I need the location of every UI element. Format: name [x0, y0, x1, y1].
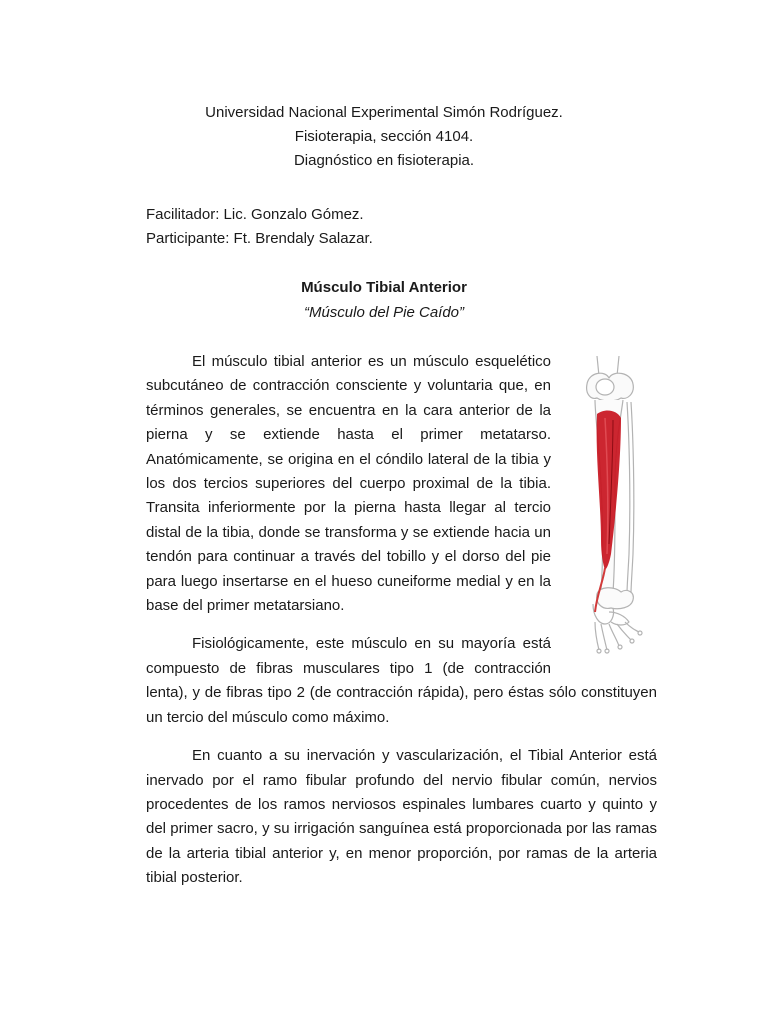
- document-body: [146, 350, 657, 891]
- course-name: Diagnóstico en fisioterapia.: [293, 152, 475, 169]
- paragraph: En cuanto a su inervación y vascularización, el Tibial Anterior está inervado por el ramo fibular profundo del nervio fibular común, nervios procedentes de los ramos nerviosos espinales lumbares cuarto y quinto y del primer sacro, y su irrigación sanguínea está proporcionada por las ramas de la arteria tibial anterior y, en menor proporción, por ramas de la arteria tibial posterior.: [146, 747, 657, 887]
- tibialis-anterior-illustration: [565, 354, 663, 654]
- document-title: Músculo Tibial Anterior: [301, 279, 467, 296]
- program-name: Fisioterapia, sección 4104.: [294, 128, 474, 145]
- participant-line: Participante: Ft. Brendaly Salazar.: [146, 230, 373, 247]
- document-header: [0, 101, 768, 173]
- facilitator-line: Facilitador: Lic. Gonzalo Gómez.: [146, 206, 364, 223]
- document-subtitle: “Músculo del Pie Caído”: [303, 304, 465, 321]
- university-name: Universidad Nacional Experimental Simón Rodríguez.: [205, 104, 563, 121]
- paragraph-text: El músculo tibial anterior es un músculo esquelético subcutáneo de contracción consciente y voluntaria que, en términos generales, se encuentra en la cara anterior de la pierna y se extiende hasta el primer metatarso. Anatómicamente, se origina en el cóndilo lateral de la tibia y los dos tercios superiores del cuerpo proximal de la tibia. Transita inferiormente por la pierna hasta llegar al tercio distal de la tibia, donde se transforma y se extiende hacia un tendón para continuar a través del tobillo y el dorso del pie para luego insertarse en el hueso cuneiforme medial y en la base del primer metatarsiano.: [146, 353, 551, 615]
- document-meta: [146, 203, 373, 251]
- paragraph: [146, 350, 657, 618]
- paragraph: Fisiológicamente, este músculo en su mayoría está compuesto de fibras musculares tipo 1 (de contracción lenta), y de fibras tipo 2 (de contracción rápida), pero éstas sólo constituyen un tercio del músculo como máximo.: [146, 635, 657, 726]
